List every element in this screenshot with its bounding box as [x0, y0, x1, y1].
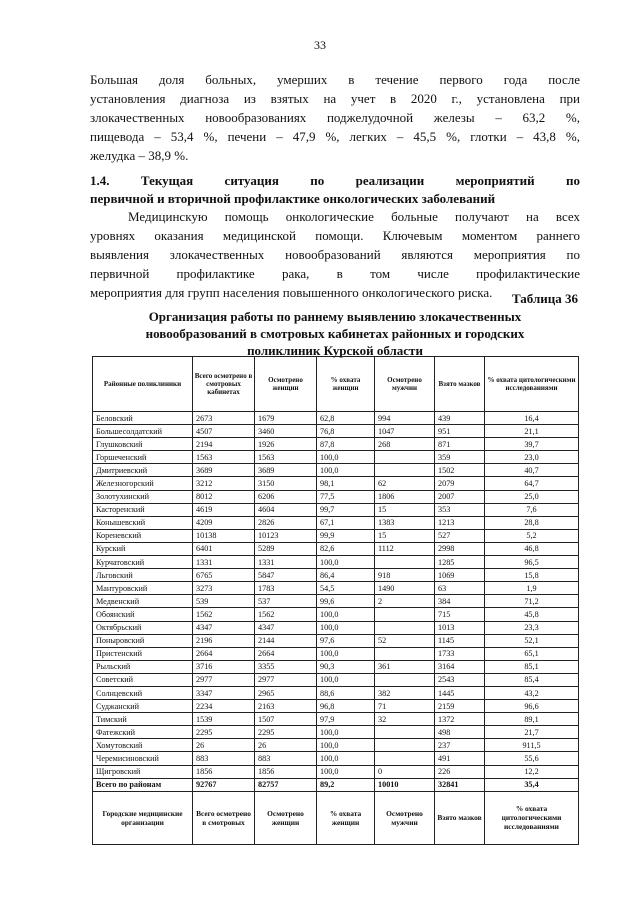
header-men-examined: Осмотрено мужчин	[375, 357, 435, 412]
header-city-org: Городские медицинские организации	[93, 791, 193, 844]
table-cell	[375, 464, 435, 477]
row-district-name: Курский	[93, 542, 193, 555]
table-cell: 10138	[193, 529, 255, 542]
table-row	[93, 477, 579, 490]
table-cell: 439	[435, 412, 485, 425]
row-district-name: Курчатовский	[93, 556, 193, 569]
table-cell: 382	[375, 686, 435, 699]
table-row	[93, 739, 579, 752]
total-label: Всего по районам	[93, 778, 193, 791]
table-title-line: поликлиник Курской области	[247, 343, 423, 358]
table-row	[93, 647, 579, 660]
table-cell: 100,0	[317, 752, 375, 765]
table-cell: 2673	[193, 412, 255, 425]
table-row	[93, 451, 579, 464]
table-header-row-city	[93, 791, 579, 844]
table-cell: 6401	[193, 542, 255, 555]
table-cell: 2163	[255, 700, 317, 713]
row-district-name: Мантуровский	[93, 582, 193, 595]
table-row	[93, 516, 579, 529]
table-cell: 100,0	[317, 464, 375, 477]
row-district-name: Беловский	[93, 412, 193, 425]
table-cell: 87,8	[317, 438, 375, 451]
header-smears-taken: Взято мазков	[435, 357, 485, 412]
table-cell: 100,0	[317, 739, 375, 752]
table-cell: 26	[255, 739, 317, 752]
table-cell: 99,6	[317, 595, 375, 608]
table-cell: 4604	[255, 503, 317, 516]
total-cell: 82757	[255, 778, 317, 791]
table-cell: 63	[435, 582, 485, 595]
table-cell: 5847	[255, 569, 317, 582]
table-cell: 3689	[193, 464, 255, 477]
table-cell: 82,6	[317, 542, 375, 555]
table-cell: 4209	[193, 516, 255, 529]
table-cell	[375, 621, 435, 634]
table-cell: 3164	[435, 660, 485, 673]
table-cell: 384	[435, 595, 485, 608]
table-cell: 1563	[193, 451, 255, 464]
table-cell: 2664	[255, 647, 317, 660]
table-cell: 21,7	[485, 726, 579, 739]
table-cell: 25,0	[485, 490, 579, 503]
table-cell: 86,4	[317, 569, 375, 582]
table-cell: 353	[435, 503, 485, 516]
table-cell: 1733	[435, 647, 485, 660]
paragraph-mortality	[90, 70, 580, 165]
table-row	[93, 752, 579, 765]
table-cell: 4619	[193, 503, 255, 516]
table-row	[93, 582, 579, 595]
row-district-name: Черемисиновский	[93, 752, 193, 765]
table-cell: 2664	[193, 647, 255, 660]
table-cell: 99,7	[317, 503, 375, 516]
table-cell: 100,0	[317, 608, 375, 621]
paragraph-line: выявления злокачественных новообразований являются мероприятия по	[90, 247, 580, 262]
table-cell: 15,8	[485, 569, 579, 582]
row-district-name: Советский	[93, 673, 193, 686]
table-cell: 99,9	[317, 529, 375, 542]
table-cell: 3212	[193, 477, 255, 490]
table-cell: 911,5	[485, 739, 579, 752]
row-district-name: Железногорский	[93, 477, 193, 490]
paragraph-line: Медицинскую помощь онкологические больные получают на всех	[128, 209, 580, 224]
table-row	[93, 686, 579, 699]
row-district-name: Кореневский	[93, 529, 193, 542]
table-cell: 1383	[375, 516, 435, 529]
row-district-name: Поныровский	[93, 634, 193, 647]
table-cell: 1679	[255, 412, 317, 425]
table-cell: 1507	[255, 713, 317, 726]
table-cell: 3273	[193, 582, 255, 595]
table-row	[93, 438, 579, 451]
heading-line: 1.4. Текущая ситуация по реализации мероприятий по	[90, 173, 580, 188]
table-cell: 28,8	[485, 516, 579, 529]
table-cell	[375, 647, 435, 660]
table-cell: 2295	[255, 726, 317, 739]
table-cell: 2	[375, 595, 435, 608]
table-cell: 23,0	[485, 451, 579, 464]
header-cytology-coverage: % охвата цитологическими исследованиями	[485, 357, 579, 412]
table-cell	[375, 739, 435, 752]
total-cell: 32841	[435, 778, 485, 791]
table-cell: 100,0	[317, 673, 375, 686]
section-heading	[90, 172, 580, 208]
row-district-name: Пристенский	[93, 647, 193, 660]
row-district-name: Горшеченский	[93, 451, 193, 464]
paragraph-line: уровнях оказания медицинской помощи. Ключевым моментом раннего	[90, 228, 580, 243]
row-district-name: Тимский	[93, 713, 193, 726]
table-cell: 2977	[255, 673, 317, 686]
table-cell: 3347	[193, 686, 255, 699]
table-cell: 994	[375, 412, 435, 425]
table-cell: 71	[375, 700, 435, 713]
table-cell: 62,8	[317, 412, 375, 425]
row-district-name: Медвенский	[93, 595, 193, 608]
header-women-coverage: % охвата женщин	[317, 791, 375, 844]
row-district-name: Фатежский	[93, 726, 193, 739]
table-cell: 2543	[435, 673, 485, 686]
table-cell: 918	[375, 569, 435, 582]
row-district-name: Октябрьский	[93, 621, 193, 634]
table-cell: 62	[375, 477, 435, 490]
table-cell: 67,1	[317, 516, 375, 529]
row-district-name: Большесолдатский	[93, 425, 193, 438]
table-row	[93, 503, 579, 516]
header-cytology-coverage: % охвата цитологическими исследованиями	[485, 791, 579, 844]
row-district-name: Конышевский	[93, 516, 193, 529]
table-total-row	[93, 778, 579, 791]
table-cell: 100,0	[317, 451, 375, 464]
table-cell: 1213	[435, 516, 485, 529]
table-cell: 23,3	[485, 621, 579, 634]
table-cell: 1562	[255, 608, 317, 621]
table-cell: 77,5	[317, 490, 375, 503]
header-total-examined: Всего осмотрено в смотровых кабинетах	[193, 357, 255, 412]
table-cell: 491	[435, 752, 485, 765]
table-cell: 88,6	[317, 686, 375, 699]
table-cell: 96,5	[485, 556, 579, 569]
table-cell: 1372	[435, 713, 485, 726]
table-cell: 2965	[255, 686, 317, 699]
total-cell: 10010	[375, 778, 435, 791]
table-row	[93, 490, 579, 503]
table-row	[93, 412, 579, 425]
table-cell: 537	[255, 595, 317, 608]
table-cell: 16,4	[485, 412, 579, 425]
header-women-coverage: % охвата женщин	[317, 357, 375, 412]
table-cell: 96,8	[317, 700, 375, 713]
table-row	[93, 595, 579, 608]
table-cell: 32	[375, 713, 435, 726]
table-cell: 1112	[375, 542, 435, 555]
table-cell: 10123	[255, 529, 317, 542]
table-cell: 1445	[435, 686, 485, 699]
table-row	[93, 425, 579, 438]
row-district-name: Щигровский	[93, 765, 193, 778]
row-district-name: Льговский	[93, 569, 193, 582]
table-cell: 2194	[193, 438, 255, 451]
table-cell: 4347	[255, 621, 317, 634]
table-cell: 2159	[435, 700, 485, 713]
table-cell: 1285	[435, 556, 485, 569]
table-cell: 268	[375, 438, 435, 451]
row-district-name: Касторенский	[93, 503, 193, 516]
table-cell	[375, 673, 435, 686]
paragraph-line: первичной профилактике рака, в том числе профилактические	[90, 266, 580, 281]
table-cell: 71,2	[485, 595, 579, 608]
table-cell: 226	[435, 765, 485, 778]
table-cell: 951	[435, 425, 485, 438]
table-cell: 100,0	[317, 726, 375, 739]
table-cell: 237	[435, 739, 485, 752]
table-row	[93, 529, 579, 542]
total-cell: 89,2	[317, 778, 375, 791]
table-cell: 1047	[375, 425, 435, 438]
paragraph-line: мероприятия для групп населения повышенного онкологического риска.	[90, 285, 493, 300]
table-cell: 1539	[193, 713, 255, 726]
table-cell: 715	[435, 608, 485, 621]
table-title	[90, 308, 580, 359]
table-row	[93, 464, 579, 477]
table-row	[93, 726, 579, 739]
table-cell: 76,8	[317, 425, 375, 438]
table-row	[93, 556, 579, 569]
table-cell: 359	[435, 451, 485, 464]
paragraph-line: желудка – 38,9 %.	[90, 148, 189, 163]
table-cell: 7,6	[485, 503, 579, 516]
paragraph-line: злокачественных новообразованиях поджелудочной железы – 63,2 %,	[90, 110, 580, 125]
table-cell: 12,2	[485, 765, 579, 778]
row-district-name: Солнцевский	[93, 686, 193, 699]
table-cell: 1145	[435, 634, 485, 647]
total-cell: 35,4	[485, 778, 579, 791]
table-cell: 2079	[435, 477, 485, 490]
table-label: Таблица 36	[511, 291, 578, 306]
table-cell: 2007	[435, 490, 485, 503]
table-cell: 65,1	[485, 647, 579, 660]
table-cell: 100,0	[317, 647, 375, 660]
table-cell	[375, 752, 435, 765]
table-row	[93, 700, 579, 713]
table-cell: 3716	[193, 660, 255, 673]
heading-line: первичной и вторичной профилактике онкологических заболеваний	[90, 191, 496, 206]
table-row	[93, 608, 579, 621]
table-cell: 1926	[255, 438, 317, 451]
table-cell: 1856	[255, 765, 317, 778]
table-cell: 89,1	[485, 713, 579, 726]
paragraph-line: пищевода – 53,4 %, печени – 47,9 %, легких – 45,5 %, глотки – 43,8 %,	[90, 129, 580, 144]
table-cell: 527	[435, 529, 485, 542]
page-number: 33	[314, 38, 326, 52]
table-row	[93, 660, 579, 673]
table-cell: 2977	[193, 673, 255, 686]
table-cell: 100,0	[317, 556, 375, 569]
table-cell: 8012	[193, 490, 255, 503]
table-cell	[375, 556, 435, 569]
table-cell: 1856	[193, 765, 255, 778]
table-title-line: новообразований в смотровых кабинетах районных и городских	[145, 326, 525, 341]
table-cell: 1,9	[485, 582, 579, 595]
table-row	[93, 713, 579, 726]
table-cell: 5289	[255, 542, 317, 555]
table-cell: 54,5	[317, 582, 375, 595]
total-cell: 92767	[193, 778, 255, 791]
table-row	[93, 542, 579, 555]
table-cell: 96,6	[485, 700, 579, 713]
table-cell: 26	[193, 739, 255, 752]
table-row	[93, 621, 579, 634]
table-cell: 361	[375, 660, 435, 673]
table-row	[93, 569, 579, 582]
screening-table	[92, 356, 579, 845]
table-cell: 15	[375, 503, 435, 516]
table-cell: 5,2	[485, 529, 579, 542]
header-men-examined: Осмотрено мужчин	[375, 791, 435, 844]
header-women-examined: Осмотрено женщин	[255, 791, 317, 844]
table-cell: 3150	[255, 477, 317, 490]
table-cell: 1013	[435, 621, 485, 634]
table-cell: 2295	[193, 726, 255, 739]
table-cell: 4507	[193, 425, 255, 438]
table-cell: 55,6	[485, 752, 579, 765]
table-cell: 1490	[375, 582, 435, 595]
header-women-examined: Осмотрено женщин	[255, 357, 317, 412]
table-cell: 539	[193, 595, 255, 608]
table-cell: 3460	[255, 425, 317, 438]
table-cell: 0	[375, 765, 435, 778]
row-district-name: Хомутовский	[93, 739, 193, 752]
table-cell: 90,3	[317, 660, 375, 673]
table-cell: 85,1	[485, 660, 579, 673]
table-cell	[375, 608, 435, 621]
paragraph-line: установления диагноза из взятых на учет в 2020 г., установлена при	[90, 91, 580, 106]
table-cell: 43,2	[485, 686, 579, 699]
header-total-examined: Всего осмотрено в смотровых	[193, 791, 255, 844]
table-row	[93, 634, 579, 647]
table-cell: 4347	[193, 621, 255, 634]
table-cell: 100,0	[317, 621, 375, 634]
table-cell: 871	[435, 438, 485, 451]
table-header-row	[93, 357, 579, 412]
table-cell: 97,9	[317, 713, 375, 726]
table-cell: 64,7	[485, 477, 579, 490]
table-row	[93, 673, 579, 686]
table-cell: 85,4	[485, 673, 579, 686]
table-cell: 498	[435, 726, 485, 739]
table-cell: 1331	[193, 556, 255, 569]
header-smears-taken: Взято мазков	[435, 791, 485, 844]
table-cell: 98,1	[317, 477, 375, 490]
table-cell: 2998	[435, 542, 485, 555]
table-body	[93, 412, 579, 779]
table-cell: 1806	[375, 490, 435, 503]
table-cell: 1331	[255, 556, 317, 569]
row-district-name: Рыльский	[93, 660, 193, 673]
paragraph-line: Большая доля больных, умерших в течение первого года после	[90, 72, 580, 87]
table-cell: 2144	[255, 634, 317, 647]
table-title-line: Организация работы по раннему выявлению злокачественных	[148, 309, 522, 324]
table-cell: 52,1	[485, 634, 579, 647]
row-district-name: Золотухинский	[93, 490, 193, 503]
table-cell: 3355	[255, 660, 317, 673]
table-cell: 1783	[255, 582, 317, 595]
table-cell: 52	[375, 634, 435, 647]
table-cell: 883	[255, 752, 317, 765]
table-cell: 39,7	[485, 438, 579, 451]
table-cell: 15	[375, 529, 435, 542]
paragraph-prevention	[90, 207, 580, 302]
table-cell: 97,6	[317, 634, 375, 647]
table-cell	[375, 451, 435, 464]
table-cell: 2196	[193, 634, 255, 647]
table-cell: 883	[193, 752, 255, 765]
row-district-name: Дмитриевский	[93, 464, 193, 477]
table-cell: 1069	[435, 569, 485, 582]
header-district: Районные поликлиники	[93, 357, 193, 412]
row-district-name: Глушковский	[93, 438, 193, 451]
table-cell	[375, 726, 435, 739]
table-cell: 1562	[193, 608, 255, 621]
table-cell: 1502	[435, 464, 485, 477]
table-row	[93, 765, 579, 778]
row-district-name: Обоянский	[93, 608, 193, 621]
table-cell: 2234	[193, 700, 255, 713]
table-cell: 40,7	[485, 464, 579, 477]
table-cell: 3689	[255, 464, 317, 477]
table-cell: 2826	[255, 516, 317, 529]
table-cell: 100,0	[317, 765, 375, 778]
table-cell: 21,1	[485, 425, 579, 438]
table-cell: 45,8	[485, 608, 579, 621]
table-cell: 1563	[255, 451, 317, 464]
table-cell: 46,8	[485, 542, 579, 555]
table-cell: 6765	[193, 569, 255, 582]
row-district-name: Суджанский	[93, 700, 193, 713]
table-cell: 6206	[255, 490, 317, 503]
